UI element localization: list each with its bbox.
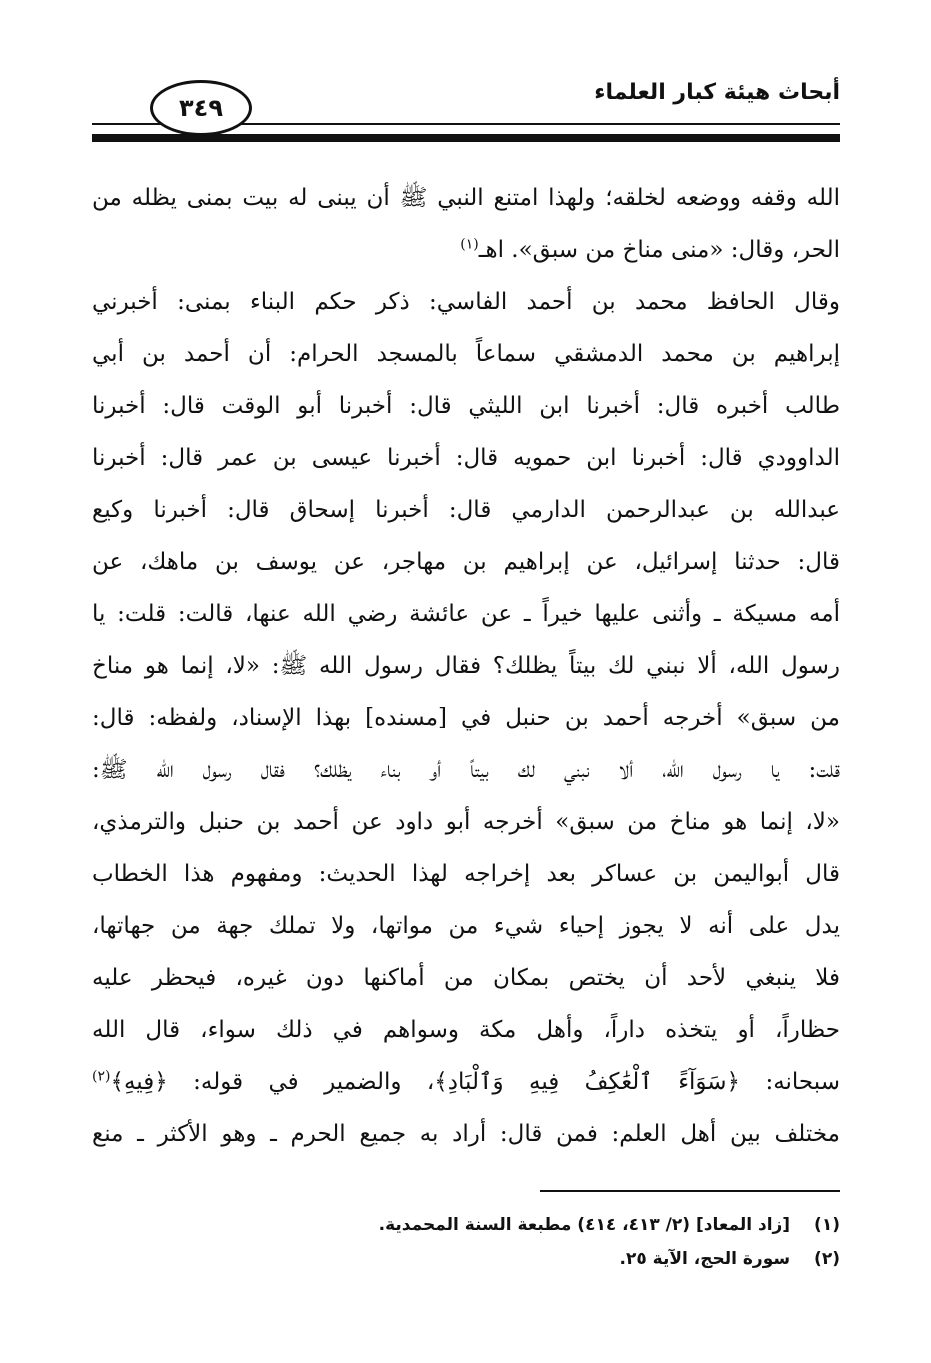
footnote (92, 1242, 840, 1276)
text-line: الداوودي قال: أخبرنا ابن حمويه قال: أخبرنا عيسى بن عمر قال: أخبرنا (92, 445, 840, 471)
footnote-mark: (١) (460, 236, 479, 253)
text-line: وقال الحافظ محمد بن أحمد الفاسي: ذكر حكم البناء بمنى: أخبرني (92, 289, 840, 315)
text-line (92, 224, 840, 276)
text-line: من سبق» أخرجه أحمد بن حنبل في [مسنده] بهذا الإسناد، ولفظه: قال: (92, 705, 840, 731)
footnote-text: [زاد المعاد] (٢/ ٤١٣، ٤١٤) مطبعة السنة المحمدية. (378, 1215, 791, 1235)
text-line: طالب أخبره قال: أخبرنا ابن الليثي قال: أخبرنا أبو الوقت قال: أخبرنا (92, 393, 840, 419)
footnote-separator (540, 1190, 840, 1192)
text-line: فلا ينبغي لأحد أن يختص بمكان من أماكنها دون غيره، فيحظر عليه (92, 965, 840, 991)
text-line: إبراهيم بن محمد الدمشقي سماعاً بالمسجد الحرام: أن أحمد بن أبي (92, 341, 840, 367)
text-line-content: الحر، وقال: «منى مناخ من سبق». اهـ (478, 237, 840, 263)
text-line: «لا، إنما هو مناخ من سبق» أخرجه أبو داود عن أحمد بن حنبل والترمذي، (92, 809, 840, 835)
page-number: ٣٤٩ (150, 80, 252, 136)
text-line: مختلف بين أهل العلم: فمن قال: أراد به جميع الحرم ـ وهو الأكثر ـ منع (92, 1121, 840, 1147)
text-line: يدل على أنه لا يجوز إحياء شيء من مواتها، ولا تملك جهة من جهاتها، (92, 913, 840, 939)
text-line: أمه مسيكة ـ وأثنى عليها خيراً ـ عن عائشة رضي الله عنها، قالت: قلت: يا (92, 601, 840, 627)
page-header (92, 68, 840, 152)
text-line: قلت: يا رسول الله، ألا نبني لك بيتاً أو بناء يظلك؟ فقال رسول الله ﷺ: (92, 757, 840, 783)
text-line: عبدالله بن عبدالرحمن الدارمي قال: أخبرنا إسحاق قال: أخبرنا وكيع (92, 497, 840, 523)
text-line-content: سبحانه: ﴿سَوَآءً ٱلْعَٰكِفُ فِيهِ وَٱلْبَادِ﴾، والضمير في قوله: ﴿فِيهِ﴾ (110, 1069, 840, 1095)
text-line: قال: حدثنا إسرائيل، عن إبراهيم بن مهاجر، عن يوسف بن ماهك، عن (92, 549, 840, 575)
footnote (92, 1208, 840, 1242)
text-line: قال أبواليمن بن عساكر بعد إخراجه لهذا الحديث: ومفهوم هذا الخطاب (92, 861, 840, 887)
text-line: حظاراً، أو يتخذه داراً، وأهل مكة وسواهم في ذلك سواء، قال الله (92, 1017, 840, 1043)
footnote-mark: (٢) (92, 1068, 111, 1085)
footnotes (92, 1208, 840, 1276)
main-text (92, 172, 840, 1160)
running-title: أبحاث هيئة كبار العلماء (594, 80, 840, 105)
text-line: رسول الله، ألا نبني لك بيتاً يظلك؟ فقال رسول الله ﷺ: «لا، إنما هو مناخ (92, 653, 840, 679)
footnote-number: (٢) (814, 1249, 840, 1269)
text-line (92, 1056, 840, 1108)
text-line: الله وقفه ووضعه لخلقه؛ ولهذا امتنع النبي ﷺ أن يبنى له بيت بمنى يظله من (92, 185, 840, 211)
footnote-text: سورة الحج، الآية ٢٥. (619, 1249, 791, 1269)
footnote-number: (١) (814, 1215, 840, 1235)
